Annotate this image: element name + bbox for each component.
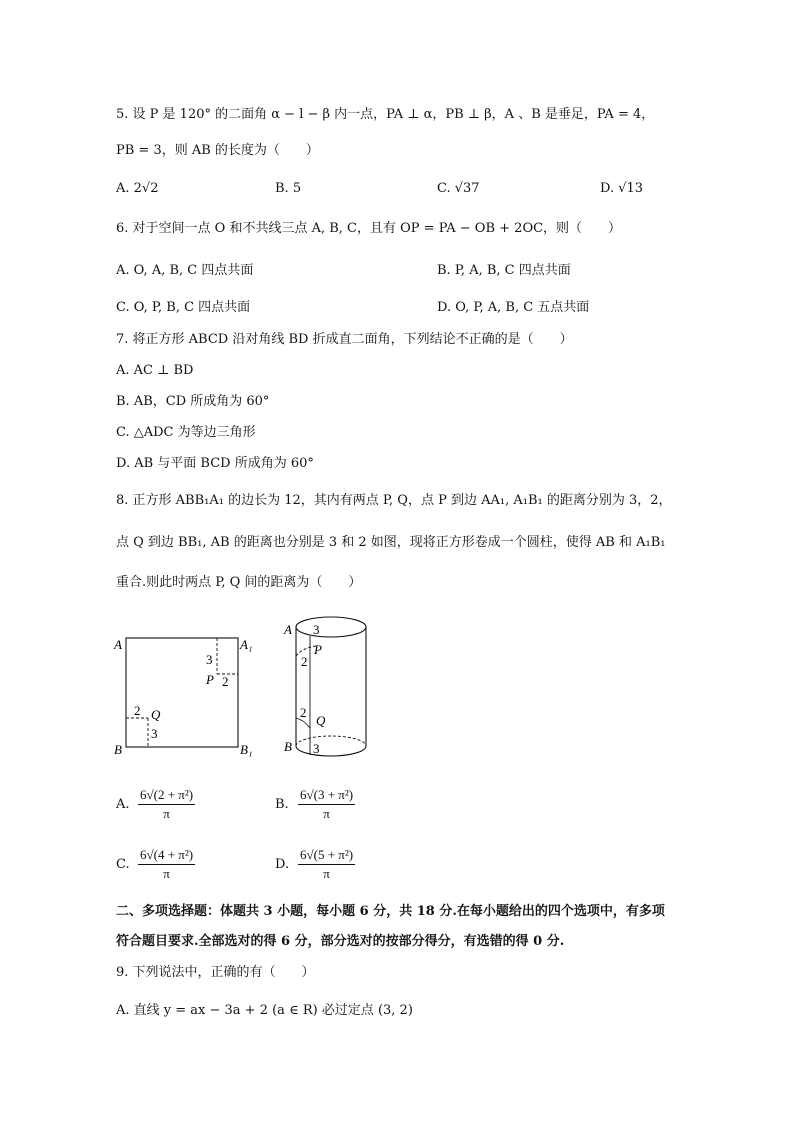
q8-stem-line2: 点 Q 到边 BB₁, AB 的距离也分别是 3 和 2 如图，现将正方形卷成一个圆柱，使得 AB 和 A₁B₁ <box>116 535 666 550</box>
square-outline <box>126 638 238 747</box>
cyl-label-n2b: 2 <box>300 705 307 720</box>
cyl-label-B: B <box>284 739 292 754</box>
q6-option-b[interactable]: B. P, A, B, C 四点共面 <box>437 263 571 278</box>
q7-option-d[interactable]: D. AB 与平面 BCD 所成角为 60° <box>116 456 314 471</box>
label-A: A <box>114 637 122 652</box>
q7-option-b[interactable]: B. AB，CD 所成角为 60° <box>116 394 270 409</box>
q8-option-d-num: 6√(5 + π²) <box>298 846 355 865</box>
cylinder-bottom-front <box>296 746 366 756</box>
q7-option-c[interactable]: C. △ADC 为等边三角形 <box>116 425 256 440</box>
cyl-label-n3a: 3 <box>313 622 320 637</box>
q8-option-d-fraction[interactable] <box>298 846 355 883</box>
q6-option-d[interactable]: D. O, P, A, B, C 五点共面 <box>437 300 590 315</box>
q8-option-a-num: 6√(2 + π²) <box>138 786 195 805</box>
label-A1: A₁ <box>240 637 253 652</box>
q9-option-a[interactable]: A. 直线 y = ax − 3a + 2 (a ∈ R) 必过定点 (3, 2) <box>116 1003 413 1018</box>
q8-stem-line3: 重合.则此时两点 P, Q 间的距离为（ ） <box>116 575 362 590</box>
q8-option-a-den: π <box>163 806 170 821</box>
label-P: P <box>206 672 214 687</box>
section2-line1: 二、多项选择题：体题共 3 小题，每小题 6 分，共 18 分.在每小题给出的四个选项中，有多项 <box>116 904 665 919</box>
cylinder-bottom-back <box>296 736 366 746</box>
q8-option-c-letter[interactable]: C. <box>116 857 130 872</box>
q5-option-b[interactable]: B. 5 <box>275 181 302 196</box>
cyl-label-Q: Q <box>316 713 326 728</box>
q8-option-d-letter[interactable]: D. <box>275 857 290 872</box>
q6-stem: 6. 对于空间一点 O 和不共线三点 A, B, C，且有 OP = PA − OB + 2OC，则（ ） <box>116 221 622 236</box>
q8-option-b-num: 6√(3 + π²) <box>298 786 355 805</box>
q8-option-c-num: 6√(4 + π²) <box>138 846 195 865</box>
q5-option-d[interactable]: D. √13 <box>600 181 644 196</box>
q9-stem: 9. 下列说法中，正确的有（ ） <box>116 965 315 980</box>
q7-stem: 7. 将正方形 ABCD 沿对角线 BD 折成直二面角，下列结论不正确的是（ ） <box>116 332 573 347</box>
label-B1: B₁ <box>240 742 253 757</box>
section2-line2: 符合题目要求.全部选对的得 6 分，部分选对的按部分得分，有选错的得 0 分. <box>116 934 565 949</box>
label-B: B <box>114 742 122 757</box>
cylinder-top <box>296 617 366 637</box>
cyl-label-n2a: 2 <box>301 654 308 669</box>
cyl-label-A: A <box>284 622 292 637</box>
cyl-label-P: P <box>314 642 322 657</box>
q6-option-c[interactable]: C. O, P, B, C 四点共面 <box>116 300 251 315</box>
label-n3b: 3 <box>151 726 158 741</box>
q8-option-c-fraction[interactable] <box>138 846 195 883</box>
q8-option-a-letter[interactable]: A. <box>116 797 130 812</box>
q8-option-c-den: π <box>163 866 170 881</box>
q5-stem-line1: 5. 设 P 是 120° 的二面角 α − l − β 内一点，PA ⊥ α，PB ⊥ β，A 、B 是垂足，PA = 4， <box>116 107 655 122</box>
label-n3a: 3 <box>206 652 213 667</box>
q8-option-b-letter[interactable]: B. <box>275 797 289 812</box>
q8-stem-line1: 8. 正方形 ABB₁A₁ 的边长为 12，其内有两点 P, Q，点 P 到边 AA₁, A₁B₁ 的距离分别为 3，2， <box>116 493 672 508</box>
q7-option-a[interactable]: A. AC ⊥ BD <box>116 363 194 378</box>
q8-option-a-fraction[interactable] <box>138 786 195 823</box>
q5-option-c[interactable]: C. √37 <box>437 181 480 196</box>
q8-option-b-den: π <box>323 806 330 821</box>
q8-option-d-den: π <box>323 866 330 881</box>
q6-option-a[interactable]: A. O, A, B, C 四点共面 <box>116 263 254 278</box>
q5-option-a[interactable]: A. 2√2 <box>116 181 159 196</box>
label-Q: Q <box>151 707 161 722</box>
q8-figure <box>110 612 390 762</box>
cyl-label-n3b: 3 <box>313 741 320 756</box>
label-n2a: 2 <box>222 674 229 689</box>
q8-option-b-fraction[interactable] <box>298 786 355 823</box>
label-n2b: 2 <box>134 703 141 718</box>
q5-stem-line2: PB = 3，则 AB 的长度为（ ） <box>116 143 319 158</box>
